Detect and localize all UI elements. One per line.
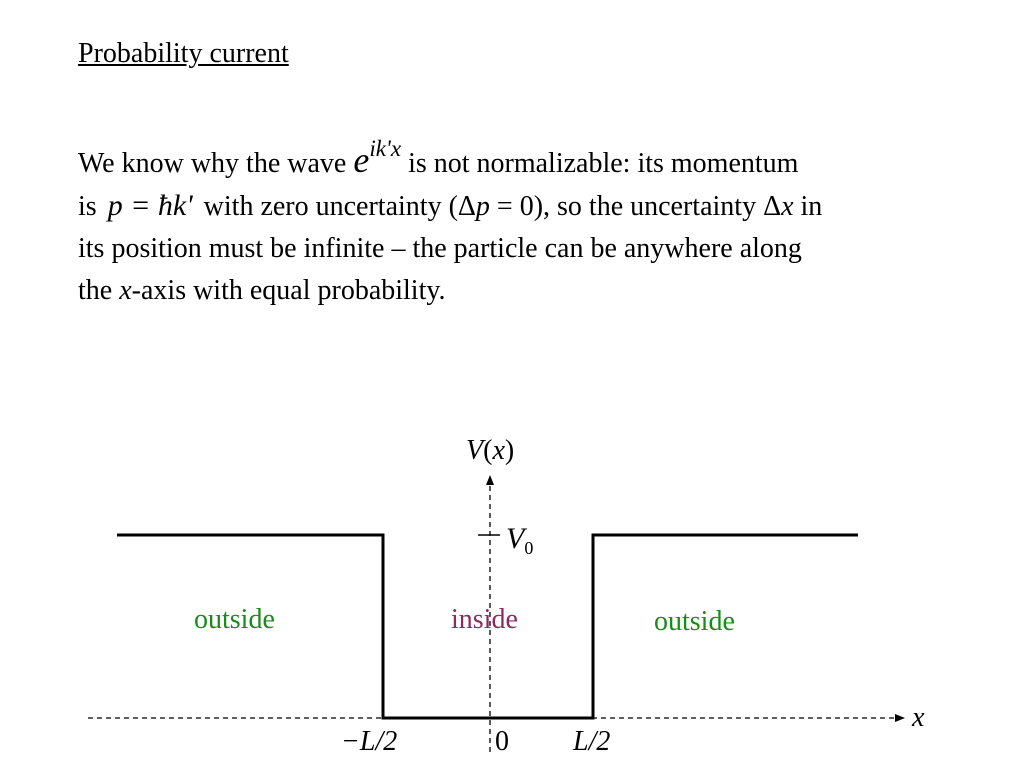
wave-exponent: ik'x (369, 136, 402, 161)
paragraph-text: -axis with equal probability. (131, 275, 446, 306)
position-symbol: x (781, 191, 794, 222)
page-title: Probability current (78, 38, 289, 69)
tick-label-zero: 0 (495, 726, 509, 757)
region-label-outside-right: outside (654, 606, 735, 637)
x-axis-label: x (912, 702, 925, 733)
region-label-inside: inside (451, 604, 518, 635)
paragraph-text: the (78, 275, 120, 306)
wave-exponential-base: e (353, 140, 370, 180)
paragraph-text: = 0), so the uncertainty Δ (489, 191, 782, 222)
region-label-outside-left: outside (194, 604, 275, 635)
momentum-equation: p = ħk' (107, 189, 193, 222)
paragraph-text: is not normalizable: its momentum (401, 148, 799, 179)
paragraph-text: is (78, 191, 104, 222)
tick-label-neg-half-l: −L/2 (341, 726, 398, 757)
paragraph-text: We know why the wave (78, 148, 354, 179)
paragraph-text: its position must be infinite – the particle can be anywhere along (78, 233, 802, 264)
paragraph-text: with zero uncertainty (Δ (196, 191, 476, 222)
v0-label: $V_0$ (506, 522, 534, 558)
momentum-symbol: p (475, 191, 490, 222)
axis-symbol: x (119, 275, 132, 306)
y-axis-label: V(x) (466, 435, 515, 466)
paragraph-text: in (793, 191, 823, 222)
tick-label-half-l: L/2 (573, 726, 611, 757)
